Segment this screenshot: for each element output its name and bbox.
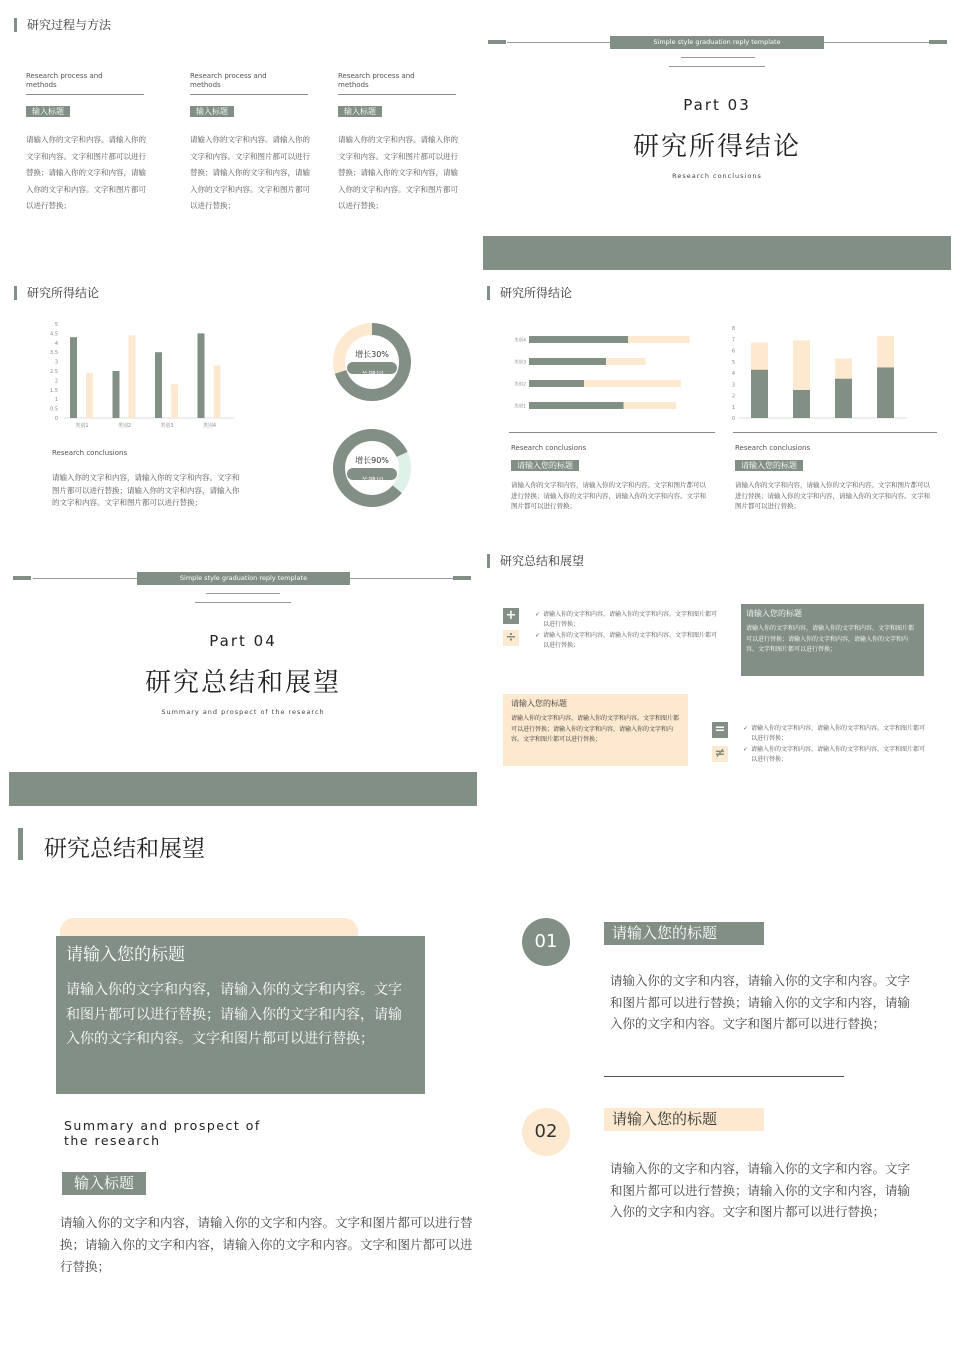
part-number: Part 03 — [683, 96, 751, 114]
column-heading: Research process and methods — [26, 72, 103, 89]
box-title: 请输入您的标题 — [511, 699, 567, 708]
content-box — [56, 936, 425, 1094]
column-2 — [190, 72, 310, 215]
bar — [529, 402, 624, 409]
chart-caption: Research conclusions — [52, 449, 128, 457]
horizontal-bar-chart — [509, 330, 709, 420]
slide-part-03 — [483, 0, 951, 270]
y-tick-label: 4 — [731, 371, 735, 377]
part-subtitle: Research conclusions — [672, 172, 762, 180]
box-body: 请输入你的文字和内容，请输入你的文字和内容。文字和图片都可以进行替换；请输入你的文字和内容，请输入你的文字和内容。文字和图片都可以进行替换； — [746, 625, 915, 653]
slide-summary-1 — [483, 540, 951, 800]
column-tag: 输入标题 — [26, 106, 70, 117]
chart-tag: 请输入您的标题 — [511, 460, 579, 471]
divider — [26, 94, 144, 95]
column-tag: 输入标题 — [338, 106, 382, 117]
footer-band — [483, 236, 951, 270]
x-tick-label: 类别2 — [117, 423, 132, 429]
equals-icon: = — [712, 722, 728, 738]
column-body: 请输入你的文字和内容。请输入你的文字和内容。文字和图片都可以进行替换；请输入你的文字和内容，请输入你的文字和内容。文字和图片都可以进行替换； — [26, 135, 146, 210]
y-tick-label: 类别2 — [514, 382, 526, 388]
y-tick-label: 7 — [731, 337, 735, 344]
check-list — [535, 610, 717, 651]
slide-conclusions-1 — [0, 274, 478, 534]
list-item — [535, 610, 717, 630]
bar — [624, 402, 677, 409]
info-box-green — [741, 604, 924, 676]
not-equal-icon: ≠ — [712, 746, 728, 762]
box-body: 请输入你的文字和内容，请输入你的文字和内容。文字和图片都可以进行替换；请输入你的文字和内容，请输入你的文字和内容。文字和图片都可以进行替换； — [511, 715, 680, 743]
divider — [604, 1076, 844, 1077]
summary-body: 请输入你的文字和内容，请输入你的文字和内容。文字和图片都可以进行替换；请输入你的文字和内容，请输入你的文字和内容。文字和图片都可以进行替换； — [60, 1215, 473, 1274]
y-tick-label: 类别3 — [514, 360, 526, 366]
y-tick-label: 0 — [54, 416, 58, 422]
y-tick-label: 4 — [54, 340, 58, 347]
column-1 — [26, 72, 146, 215]
bar — [835, 358, 852, 378]
chart-caption: Research conclusions — [511, 444, 587, 452]
banner-end-left — [13, 576, 31, 580]
bar — [155, 352, 162, 418]
y-tick-label: 6 — [731, 348, 735, 355]
slide-conclusions-2 — [483, 274, 951, 534]
y-tick-label: 3 — [54, 359, 58, 366]
item-number: 02 — [534, 1121, 558, 1142]
item-title: 请输入您的标题 — [604, 922, 764, 945]
banner-end-right — [453, 576, 471, 580]
y-tick-label: 3 — [731, 382, 735, 389]
divide-icon: ÷ — [503, 630, 519, 646]
bar — [529, 358, 606, 365]
x-tick-label: 类别4 — [202, 423, 217, 429]
x-tick-label: 类别1 — [75, 423, 89, 429]
bar — [529, 336, 628, 343]
bar — [129, 335, 136, 418]
summary-tag: 输入标题 — [62, 1172, 146, 1195]
bar — [214, 365, 221, 418]
part-subtitle: Summary and prospect of the research — [161, 708, 325, 716]
bar — [877, 336, 894, 368]
donut-label: 增长90% — [355, 456, 389, 465]
banner-end-right — [929, 40, 947, 44]
y-tick-label: 0.5 — [50, 406, 58, 413]
y-tick-label: 3.5 — [50, 350, 58, 357]
column-body: 请输入你的文字和内容。请输入你的文字和内容。文字和图片都可以进行替换；请输入你的文字和内容，请输入你的文字和内容。文字和图片都可以进行替换； — [190, 135, 310, 210]
bar — [877, 367, 894, 418]
stacked-bar-chart — [729, 324, 909, 424]
chart-body: 请输入你的文字和内容，请输入你的文字和内容。文字和图片都可以进行替换；请输入你的文字和内容，请输入你的文字和内容。文字和图片都可以进行替换； — [735, 481, 930, 510]
item-title: 请输入您的标题 — [604, 1108, 764, 1131]
item-number: 01 — [534, 931, 558, 952]
vertical-bar-chart — [40, 318, 240, 436]
y-tick-label: 2.5 — [50, 369, 58, 375]
slide-title: 研究所得结论 — [487, 286, 572, 300]
donut-1 — [330, 320, 414, 404]
y-tick-label: 0 — [731, 416, 735, 422]
slide-title: 研究总结和展望 — [44, 836, 205, 862]
column-heading: Research process and methods — [190, 72, 267, 89]
rule — [669, 66, 765, 67]
donut-tag-label: 关键词 — [360, 476, 384, 485]
chart-body: 请输入你的文字和内容，请输入你的文字和内容。文字和图片都可以进行替换；请输入你的文字和内容，请输入你的文字和内容。文字和图片都可以进行替换； — [52, 473, 240, 507]
x-tick-label: 类别3 — [160, 423, 174, 429]
chart-caption: Research conclusions — [735, 444, 811, 452]
column-body: 请输入你的文字和内容。请输入你的文字和内容。文字和图片都可以进行替换；请输入你的文字和内容，请输入你的文字和内容。文字和图片都可以进行替换； — [338, 135, 458, 210]
y-tick-label: 2 — [54, 378, 58, 385]
list-item — [535, 631, 717, 651]
bar — [751, 370, 768, 418]
bar — [113, 371, 120, 418]
y-tick-label: 类别1 — [514, 404, 526, 410]
footer-band — [9, 772, 477, 806]
slide-title: 研究过程与方法 — [14, 18, 111, 32]
part-title: 研究所得结论 — [632, 132, 801, 162]
donut-label: 增长30% — [355, 350, 389, 359]
slide-title: 研究总结和展望 — [487, 554, 584, 568]
bar — [628, 336, 690, 343]
bar — [793, 390, 810, 418]
bar — [86, 373, 93, 418]
y-tick-label: 1.5 — [50, 387, 58, 394]
part-number: Part 04 — [209, 632, 277, 650]
bar — [793, 340, 810, 390]
donut-2 — [330, 426, 414, 510]
divider — [509, 432, 715, 433]
summary-heading: Summary and prospect of the research — [64, 1118, 261, 1148]
bar — [606, 358, 646, 365]
rule — [681, 57, 755, 58]
check-icon: ✓ — [535, 611, 541, 618]
check-list — [743, 724, 925, 765]
column-heading: Research process and methods — [338, 72, 415, 89]
bar — [751, 343, 768, 370]
rule — [195, 602, 291, 603]
list-item-text: 请输入你的文字和内容，请输入你的文字和内容。文字和图片都可以进行替换； — [751, 725, 926, 742]
box-body: 请输入你的文字和内容，请输入你的文字和内容。文字和图片都可以进行替换；请输入你的文字和内容，请输入你的文字和内容。文字和图片都可以进行替换； — [66, 982, 402, 1047]
list-item-text: 请输入你的文字和内容，请输入你的文字和内容。文字和图片都可以进行替换； — [751, 746, 926, 763]
y-tick-label: 8 — [731, 326, 735, 332]
list-item — [743, 745, 925, 765]
bar — [198, 333, 205, 418]
divider — [733, 432, 937, 433]
list-item — [743, 724, 925, 744]
chart-tag: 请输入您的标题 — [735, 460, 803, 471]
donut-tag — [347, 468, 397, 485]
y-tick-label: 5 — [731, 359, 735, 366]
info-box-cream — [503, 694, 688, 766]
list-item-text: 请输入你的文字和内容，请输入你的文字和内容。文字和图片都可以进行替换； — [543, 632, 718, 649]
rule — [206, 593, 280, 594]
slide-research-process — [0, 0, 478, 270]
bar — [835, 379, 852, 418]
slide-summary-2 — [0, 812, 960, 1352]
check-icon: ✓ — [743, 725, 749, 732]
y-tick-label: 1 — [54, 397, 58, 404]
y-tick-label: 1 — [731, 404, 735, 411]
column-tag: 输入标题 — [190, 106, 234, 117]
banner: Simple style graduation reply template — [610, 36, 824, 49]
item-body: 请输入你的文字和内容，请输入你的文字和内容。文字和图片都可以进行替换；请输入你的文字和内容，请输入你的文字和内容。文字和图片都可以进行替换； — [610, 973, 911, 1031]
column-3 — [338, 72, 458, 215]
item-number-circle — [522, 918, 570, 966]
list-item-text: 请输入你的文字和内容，请输入你的文字和内容。文字和图片都可以进行替换； — [543, 611, 718, 628]
y-tick-label: 类别4 — [514, 338, 526, 344]
bar — [70, 337, 77, 418]
slide-title: 研究所得结论 — [14, 286, 99, 300]
chart-body: 请输入你的文字和内容，请输入你的文字和内容。文字和图片都可以进行替换；请输入你的文字和内容，请输入你的文字和内容。文字和图片都可以进行替换； — [511, 481, 706, 510]
title-accent — [18, 828, 23, 860]
bar — [171, 384, 178, 418]
banner-end-left — [488, 40, 506, 44]
part-title: 研究总结和展望 — [144, 668, 341, 698]
y-tick-label: 4.5 — [50, 331, 58, 338]
bar — [584, 380, 681, 387]
y-tick-label: 2 — [731, 393, 735, 400]
box-title: 请输入您的标题 — [746, 609, 802, 618]
y-tick-label: 5 — [54, 322, 58, 328]
donut-tag — [347, 362, 397, 379]
item-number-circle — [522, 1108, 570, 1156]
box-title: 请输入您的标题 — [66, 945, 185, 965]
plus-icon: + — [503, 608, 519, 624]
divider — [338, 94, 456, 95]
slide-part-04 — [9, 538, 477, 808]
check-icon: ✓ — [743, 746, 749, 753]
check-icon: ✓ — [535, 632, 541, 639]
divider — [190, 94, 308, 95]
item-body: 请输入你的文字和内容，请输入你的文字和内容。文字和图片都可以进行替换；请输入你的文字和内容，请输入你的文字和内容。文字和图片都可以进行替换； — [610, 1161, 911, 1219]
donut-tag-label: 关键词 — [360, 370, 384, 379]
bar — [529, 380, 584, 387]
banner: Simple style graduation reply template — [137, 572, 350, 585]
